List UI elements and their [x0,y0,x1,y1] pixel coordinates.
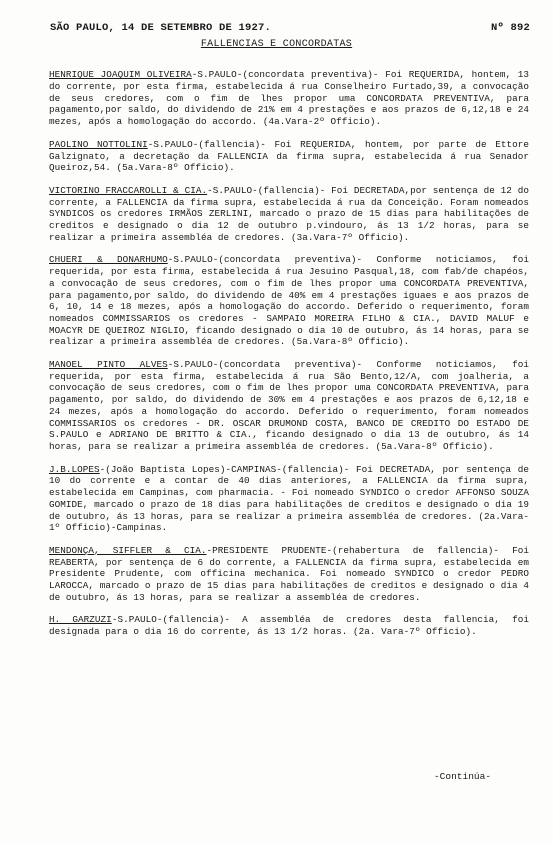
bulletin-number: Nº 892 [490,22,530,34]
section-title: FALLENCIAS E CONCORDATAS [200,39,353,50]
entry-text: -S.PAULO-(concordata preventiva)- Conforme noticiamos, foi requerida, por esta firma, estabelecida á rua Jesuino Pasqual,18, com fab/de chapéos, a convocação de seus credores, com o fim de lhes propor uma CONCORDATA PREVENTIVA, para pagamento,por saldo, do dividendo de 40% em 4 prestações iguaes e aos prazos de 6, 10, 14 e 18 mezes, após a homologação do accordo. Deferido o requerimento, foram nomeados COMMISSARIOS os credores - SAMPAIO MOREIRA FILHO & CIA., DAVID MALUF e MOACYR DE QUEIROZ NIGLIO, ficando designado o dia 10 de outubro, ás 14 horas, para se realizar a primeira assembléa de credores. (5a.Vara-8º Officio). [49,254,529,348]
entry [49,614,529,637]
entry [49,464,529,534]
entry-text: -S.PAULO-(fallencia)- Foi REQUERIDA, hontem, por parte de Ettore Galzignato, a decretação da FALLENCIA da firma supra, estabelecida á rua Senador Queiroz,54. (5a.Vara-8º Officio). [49,138,529,174]
entry [49,359,529,453]
entry-text: -S.PAULO-(fallencia)- Foi DECRETADA,por sentença de 12 do corrente, a FALLENCIA da firma supra, estabelecida á rua da Conceição. Foram nomeados SYNDICOS os credores IRMÃOS ZERLINI, marcado o prazo de 15 dias para habilitações de creditos e designado o dia 12 de outubro p.vindouro, ás 13 1/2 horas, para se realizar a primeira assembléa de credores. (3a.Vara-7º Officio). [49,184,529,243]
entry-text: -S.PAULO-(concordata preventiva)- Conforme noticiamos, foi requerida, por esta firma, estabelecida á rua São Bento,12/A, com joalheria, a convocação de seus credores, com o fim de lhes propor uma CONCORDATA PREVENTIVA, para pagamento, por saldo, do dividendo de 30% em 4 prestações e aos prazos de 6,12,18 e 24 mezes, após a homologação do accordo. Deferido o requerimento, foram nomeados COMMISSARIOS os credores - DR. OSCAR DRUMOND COSTA, BANCO DE CREDITO DO ESTADO DE S.PAULO e ADRIANO DE BRITTO & CIA., ficando designado o dia 13 de outubro, ás 14 horas, para se realizar a primeira assembléa de credores. (5a.Vara-8º Officio). [49,359,529,452]
continue-label: -Continúa- [433,771,491,782]
entry-name: MENDONÇA, SIFFLER & CIA. [49,544,207,556]
entry-name: HENRIQUE JOAQUIM OLIVEIRA [49,69,192,81]
entries-list [49,60,529,649]
entry [49,69,529,128]
entry-text: -S.PAULO-(concordata preventiva)- Foi REQUERIDA, hontem, 13 do corrente, por esta firma, estabelecida á rua Conselheiro Furtado,39, a convocação de seus credores, com o fim de lhes propor uma CONCORDATA PREVENTIVA, para pagamento,por saldo, do dividendo de 21% em 4 prestações e aos prazos de 6,12,18 e 24 mezes, após a homologação do accordo. (4a.Vara-2º Officio). [49,69,529,128]
entry [49,254,529,348]
entry-name: VICTORINO FRACCAROLLI & CIA. [49,184,208,196]
entry-name: CHUERI & DONARHUMO [49,254,168,266]
header-date: SÃO PAULO, 14 DE SETEMBRO DE 1927. [50,22,272,34]
entry-name: PAOLINO NOTTOLINI [49,138,148,150]
entry [49,185,529,244]
entry-text: -(João Baptista Lopes)-CAMPINAS-(fallencia)- Foi DECRETADA, por sentença de 10 do corrente e a contar de 40 dias anteriores, a FALLENCIA da firma supra, estabelecida em Campinas, com pharmacia. - Foi nomeado SYNDICO o credor AFFONSO SOUZA GOMIDE, marcado o prazo de 18 dias para habilitações de creditos e designado o dia 19 de outubro, ás 13 horas, para se realizar a primeira assembléa de credores. (2a.Vara-1º Officio)-Campinas. [49,463,529,534]
entry-name: H. GARZUZI [49,614,112,626]
entry-text: -PRESIDENTE PRUDENTE-(rehabertura de fallencia)- Foi REABERTA, por sentença de 6 do corrente, a FALLENCIA da firma supra, estabelecida em Presidente Prudente, com officina mechanica. Foi nomeado SYNDICO o credor PEDRO LAROCCA, marcado o prazo de 15 dias para habilitações de creditos e designado o dia 4 de outubro, ás 13 horas, para se realizar a assembléa de credores. [49,544,529,603]
entry [49,139,529,174]
entry-text: -S.PAULO-(fallencia)- A assembléa de credores desta fallencia, foi designada para o dia 16 do corrente, ás 13 1/2 horas. (2a. Vara-7º Officio). [49,614,529,638]
entry-name: MANOEL PINTO ALVES [49,359,168,371]
entry-name: J.B.LOPES [49,463,100,475]
entry [49,545,529,604]
